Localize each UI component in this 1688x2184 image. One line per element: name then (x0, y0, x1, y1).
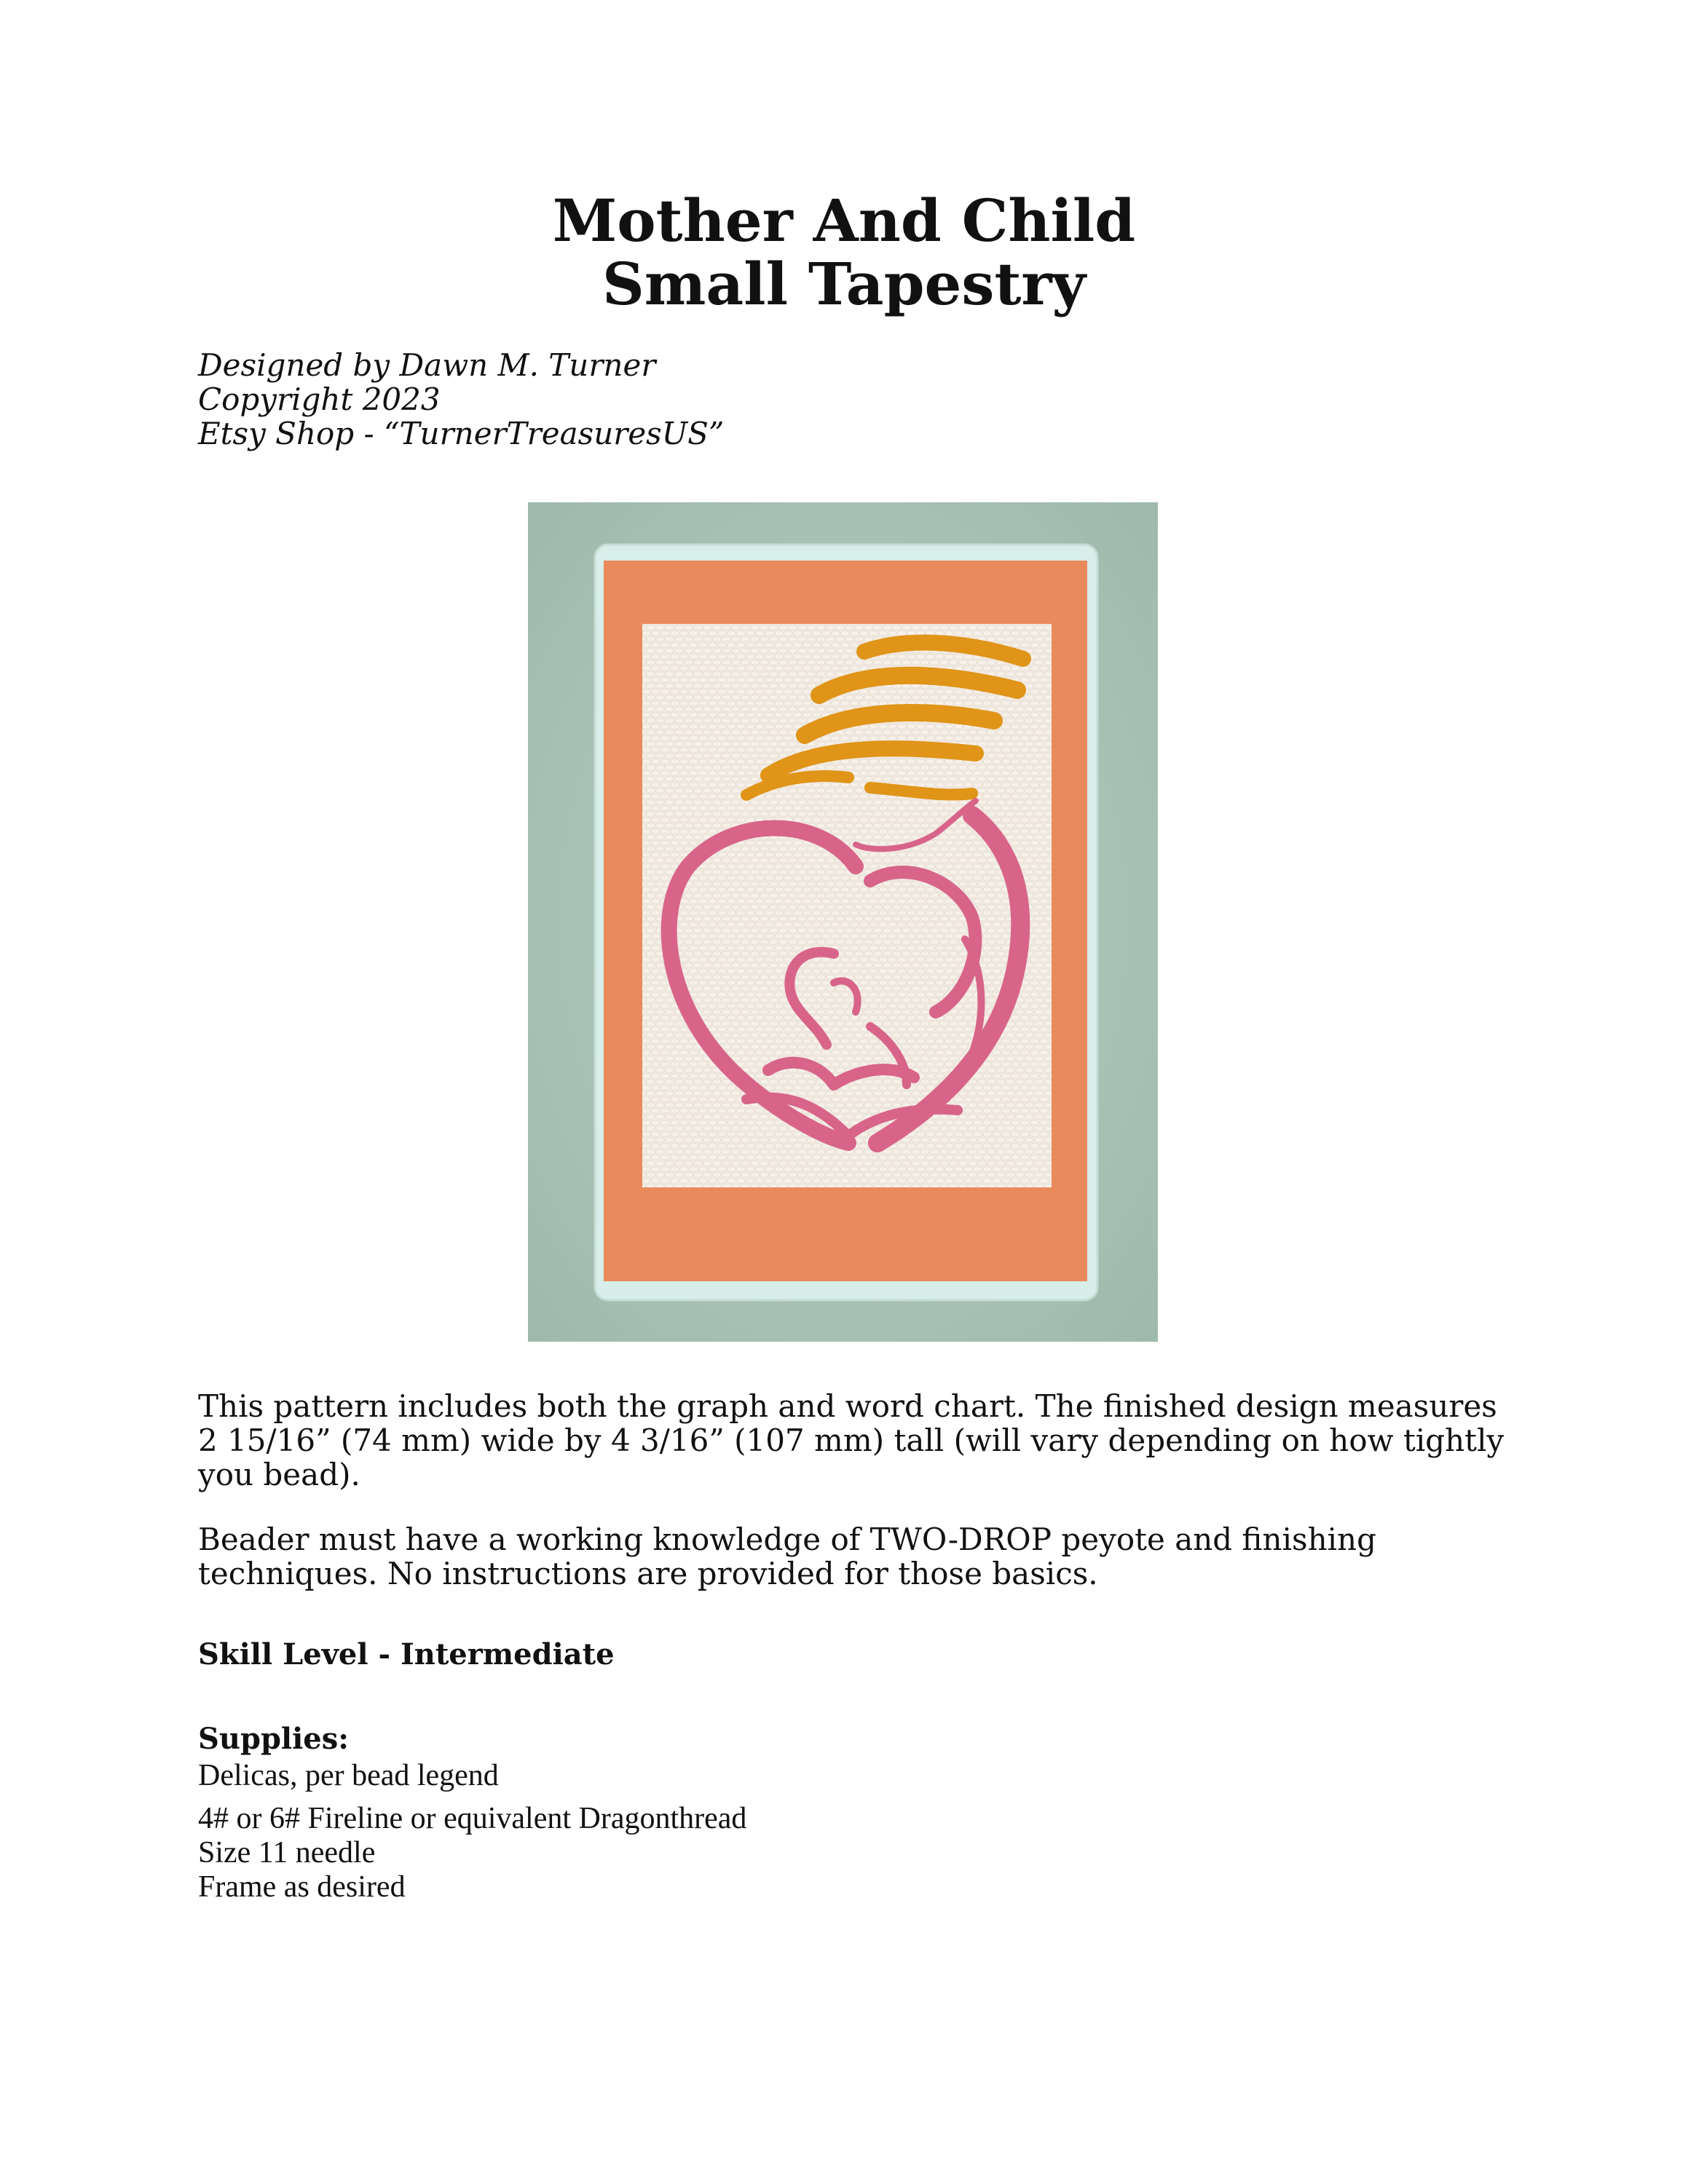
supplies-heading: Supplies: (198, 1722, 350, 1756)
skill-level: Skill Level - Intermediate (198, 1637, 615, 1671)
supply-item-frame: Frame as desired (198, 1870, 406, 1904)
supply-item-needle: Size 11 needle (198, 1836, 376, 1870)
title-line-2: Small Tapestry (602, 250, 1086, 318)
etsy-shop-credit: Etsy Shop - “TurnerTreasuresUS” (198, 416, 725, 451)
copyright-notice: Copyright 2023 (198, 381, 441, 417)
beaded-tapestry-photo (528, 502, 1158, 1342)
title-line-1: Mother And Child (552, 186, 1136, 255)
supplies-list (198, 1759, 746, 1904)
credits-block (198, 348, 724, 451)
supply-item-delicas: Delicas, per bead legend (198, 1759, 499, 1792)
supply-item-thread: 4# or 6# Fireline or equivalent Dragonthread (198, 1802, 747, 1835)
description-paragraph-1: This pattern includes both the graph and word chart. The finished design measures 2 15/16” (74 mm) wide by 4 3/16” (107 mm) tall (will vary depending on how tightly you bead). (198, 1388, 1504, 1492)
description-paragraph-2: Beader must have a working knowledge of TWO-DROP peyote and finishing techniques. No instructions are provided for those basics. (198, 1522, 1376, 1591)
designer-credit: Designed by Dawn M. Turner (198, 347, 656, 383)
